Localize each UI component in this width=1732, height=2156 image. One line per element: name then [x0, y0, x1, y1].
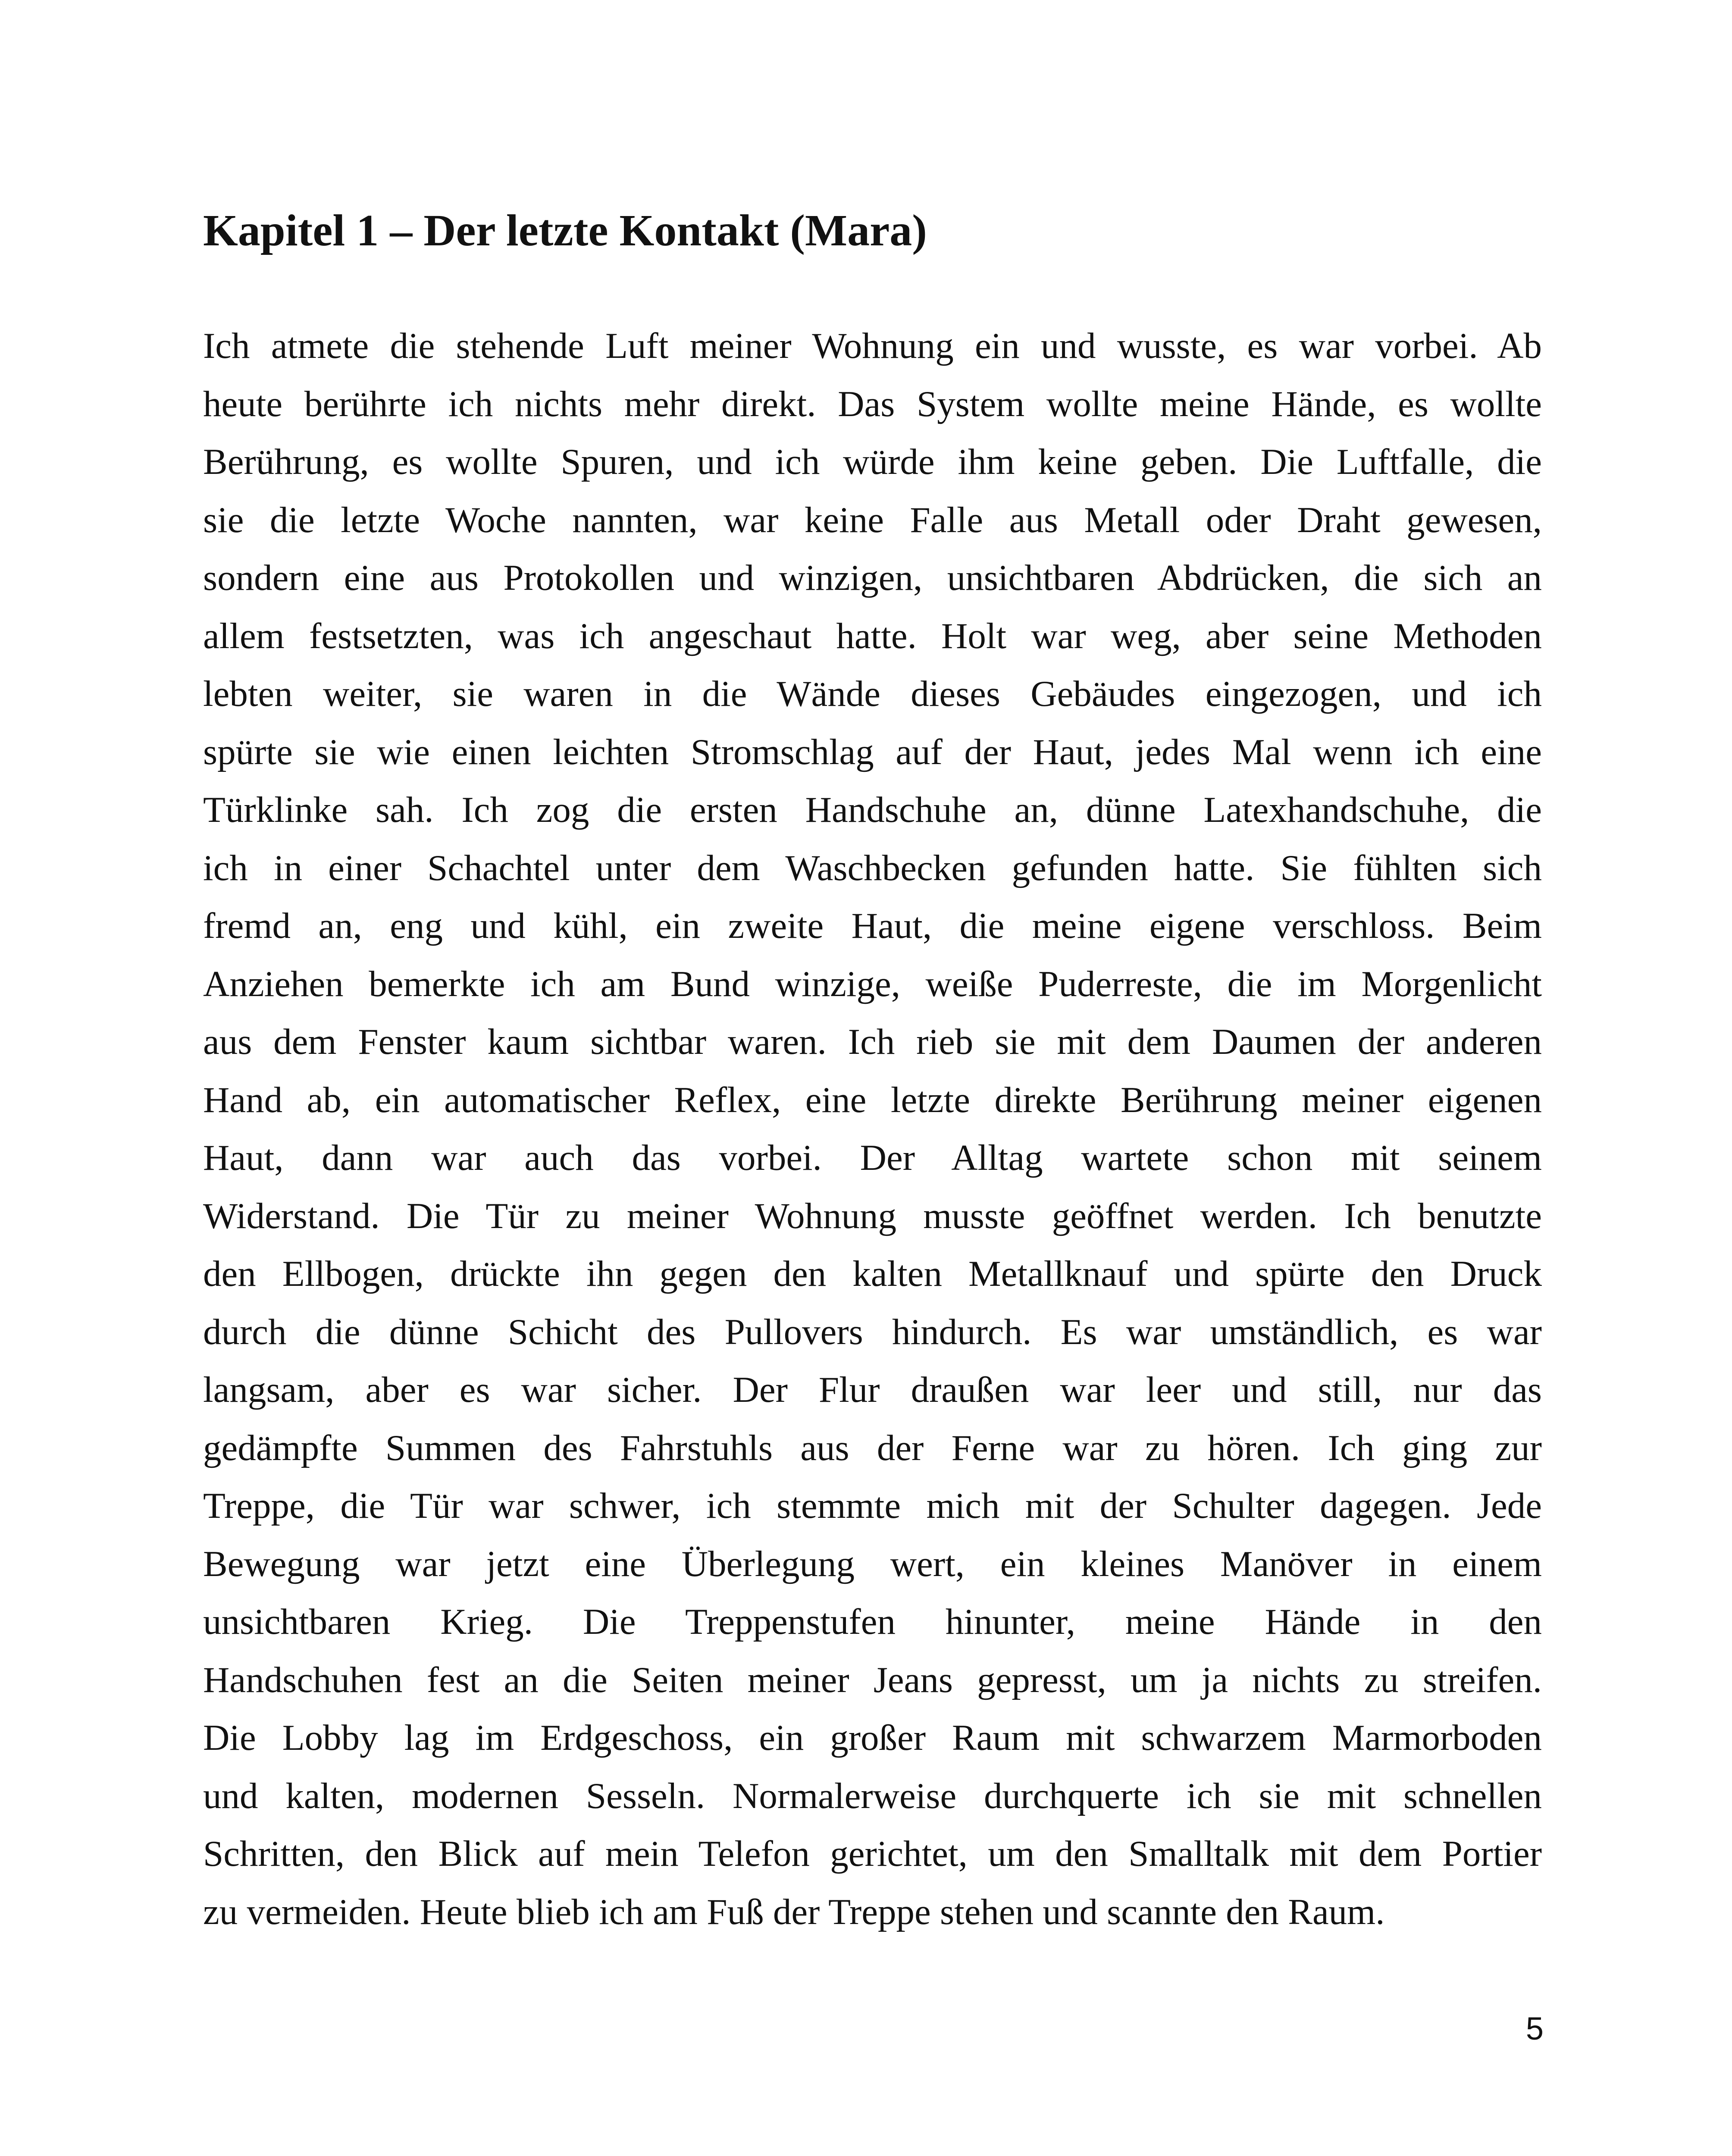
text-line: den Ellbogen, drückte ihn gegen den kalten Metallknauf und spürte den Druck: [203, 1253, 1542, 1294]
body-paragraph: [203, 317, 1542, 1941]
text-line: spürte sie wie einen leichten Stromschlag auf der Haut, jedes Mal wenn ich eine: [203, 731, 1542, 772]
text-line: heute berührte ich nichts mehr direkt. Das System wollte meine Hände, es wollte: [203, 383, 1542, 424]
text-line: Die Lobby lag im Erdgeschoss, ein großer Raum mit schwarzem Marmorboden: [203, 1717, 1542, 1758]
chapter-title: Kapitel 1 – Der letzte Kontakt (Mara): [203, 206, 927, 255]
page-number: 5: [1525, 2011, 1544, 2046]
text-line: Handschuhen fest an die Seiten meiner Jeans gepresst, um ja nichts zu streifen.: [203, 1659, 1542, 1700]
text-line: Schritten, den Blick auf mein Telefon gerichtet, um den Smalltalk mit dem Portier: [203, 1833, 1542, 1874]
text-line: Bewegung war jetzt eine Überlegung wert, ein kleines Manöver in einem: [203, 1543, 1542, 1584]
text-line: fremd an, eng und kühl, ein zweite Haut, die meine eigene verschloss. Beim: [203, 906, 1542, 946]
text-line: und kalten, modernen Sesseln. Normalerweise durchquerte ich sie mit schnellen: [203, 1775, 1542, 1816]
text-line: Anziehen bemerkte ich am Bund winzige, weiße Puderreste, die im Morgenlicht: [203, 963, 1542, 1004]
text-line: zu vermeiden. Heute blieb ich am Fuß der Treppe stehen und scannte den Raum.: [203, 1891, 1385, 1932]
text-line: Berührung, es wollte Spuren, und ich würde ihm keine geben. Die Luftfalle, die: [203, 442, 1542, 482]
text-line: gedämpfte Summen des Fahrstuhls aus der Ferne war zu hören. Ich ging zur: [203, 1427, 1542, 1468]
text-line: Haut, dann war auch das vorbei. Der Alltag wartete schon mit seinem: [203, 1138, 1542, 1178]
text-line: Treppe, die Tür war schwer, ich stemmte mich mit der Schulter dagegen. Jede: [203, 1485, 1542, 1526]
text-line: Hand ab, ein automatischer Reflex, eine letzte direkte Berührung meiner eigenen: [203, 1079, 1542, 1120]
text-line: lebten weiter, sie waren in die Wände dieses Gebäudes eingezogen, und ich: [203, 674, 1542, 714]
text-line: unsichtbaren Krieg. Die Treppenstufen hinunter, meine Hände in den: [203, 1601, 1542, 1642]
text-line: durch die dünne Schicht des Pullovers hindurch. Es war umständlich, es war: [203, 1311, 1542, 1352]
text-line: Ich atmete die stehende Luft meiner Wohnung ein und wusste, es war vorbei. Ab: [203, 326, 1542, 366]
text-line: sondern eine aus Protokollen und winzigen, unsichtbaren Abdrücken, die sich an: [203, 558, 1542, 598]
text-line: ich in einer Schachtel unter dem Waschbecken gefunden hatte. Sie fühlten sich: [203, 847, 1542, 888]
text-line: Türklinke sah. Ich zog die ersten Handschuhe an, dünne Latexhandschuhe, die: [203, 790, 1542, 830]
text-line: allem festsetzten, was ich angeschaut hatte. Holt war weg, aber seine Methoden: [203, 615, 1542, 656]
text-line: aus dem Fenster kaum sichtbar waren. Ich rieb sie mit dem Daumen der anderen: [203, 1022, 1542, 1062]
text-line: sie die letzte Woche nannten, war keine Falle aus Metall oder Draht gewesen,: [203, 499, 1542, 540]
text-line: langsam, aber es war sicher. Der Flur draußen war leer und still, nur das: [203, 1369, 1542, 1410]
text-line: Widerstand. Die Tür zu meiner Wohnung musste geöffnet werden. Ich benutzte: [203, 1195, 1542, 1236]
